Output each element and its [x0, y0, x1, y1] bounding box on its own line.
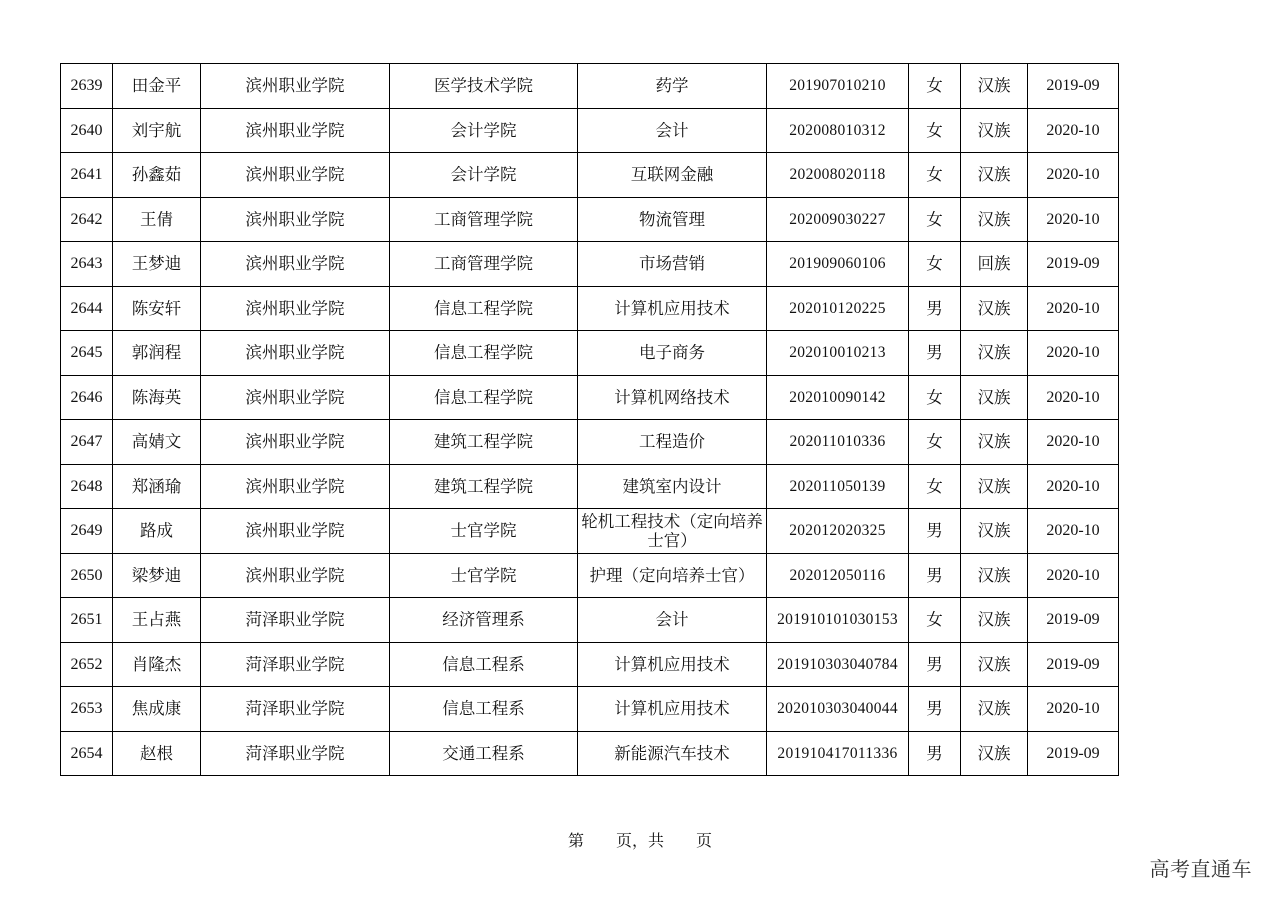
row-number-cell: 2646	[61, 375, 113, 420]
college-cell: 建筑工程学院	[390, 464, 578, 509]
ethnicity-cell: 汉族	[961, 420, 1028, 465]
college-cell: 医学技术学院	[390, 64, 578, 109]
enrollment-date-cell: 2020-10	[1028, 687, 1119, 732]
table-row	[61, 642, 1119, 687]
enrollment-date-cell: 2020-10	[1028, 108, 1119, 153]
gender-cell: 男	[909, 687, 961, 732]
name-cell: 郭润程	[113, 331, 201, 376]
name-cell: 梁梦迪	[113, 553, 201, 598]
school-cell: 滨州职业学院	[201, 420, 390, 465]
ethnicity-cell: 汉族	[961, 464, 1028, 509]
name-cell: 王占燕	[113, 598, 201, 643]
college-cell: 信息工程系	[390, 687, 578, 732]
college-cell: 交通工程系	[390, 731, 578, 776]
major-cell: 电子商务	[578, 331, 767, 376]
ethnicity-cell: 汉族	[961, 731, 1028, 776]
ethnicity-cell: 汉族	[961, 64, 1028, 109]
school-cell: 菏泽职业学院	[201, 598, 390, 643]
college-cell: 士官学院	[390, 509, 578, 554]
enrollment-date-cell: 2020-10	[1028, 153, 1119, 198]
row-number-cell: 2651	[61, 598, 113, 643]
gender-cell: 女	[909, 420, 961, 465]
student-id-cell: 202010303040044	[767, 687, 909, 732]
major-cell: 计算机网络技术	[578, 375, 767, 420]
ethnicity-cell: 汉族	[961, 598, 1028, 643]
name-cell: 王梦迪	[113, 242, 201, 287]
major-cell: 计算机应用技术	[578, 687, 767, 732]
name-cell: 孙鑫茹	[113, 153, 201, 198]
table-row	[61, 64, 1119, 109]
name-cell: 陈海英	[113, 375, 201, 420]
name-cell: 田金平	[113, 64, 201, 109]
gender-cell: 男	[909, 731, 961, 776]
row-number-cell: 2639	[61, 64, 113, 109]
student-id-cell: 202011050139	[767, 464, 909, 509]
college-cell: 信息工程系	[390, 642, 578, 687]
table-row	[61, 331, 1119, 376]
name-cell: 郑涵瑜	[113, 464, 201, 509]
college-cell: 工商管理学院	[390, 197, 578, 242]
enrollment-date-cell: 2020-10	[1028, 286, 1119, 331]
school-cell: 滨州职业学院	[201, 64, 390, 109]
school-cell: 滨州职业学院	[201, 108, 390, 153]
gender-cell: 男	[909, 553, 961, 598]
enrollment-date-cell: 2019-09	[1028, 242, 1119, 287]
student-table	[60, 63, 1119, 776]
major-cell: 新能源汽车技术	[578, 731, 767, 776]
row-number-cell: 2644	[61, 286, 113, 331]
enrollment-date-cell: 2020-10	[1028, 375, 1119, 420]
enrollment-date-cell: 2019-09	[1028, 731, 1119, 776]
major-cell: 药学	[578, 64, 767, 109]
school-cell: 滨州职业学院	[201, 331, 390, 376]
ethnicity-cell: 汉族	[961, 286, 1028, 331]
name-cell: 陈安轩	[113, 286, 201, 331]
college-cell: 建筑工程学院	[390, 420, 578, 465]
table-row	[61, 553, 1119, 598]
gender-cell: 男	[909, 331, 961, 376]
school-cell: 滨州职业学院	[201, 375, 390, 420]
enrollment-date-cell: 2019-09	[1028, 64, 1119, 109]
ethnicity-cell: 汉族	[961, 197, 1028, 242]
major-cell: 建筑室内设计	[578, 464, 767, 509]
page-footer	[0, 828, 1280, 851]
school-cell: 菏泽职业学院	[201, 642, 390, 687]
page-number-text: 第 页，共 页	[567, 831, 712, 850]
school-cell: 滨州职业学院	[201, 153, 390, 198]
name-cell: 高婧文	[113, 420, 201, 465]
school-cell: 滨州职业学院	[201, 242, 390, 287]
gender-cell: 男	[909, 286, 961, 331]
row-number-cell: 2650	[61, 553, 113, 598]
enrollment-date-cell: 2020-10	[1028, 197, 1119, 242]
table-body	[61, 64, 1119, 776]
student-id-cell: 202009030227	[767, 197, 909, 242]
name-cell: 焦成康	[113, 687, 201, 732]
row-number-cell: 2653	[61, 687, 113, 732]
ethnicity-cell: 汉族	[961, 331, 1028, 376]
student-id-cell: 202011010336	[767, 420, 909, 465]
gender-cell: 女	[909, 108, 961, 153]
major-cell: 互联网金融	[578, 153, 767, 198]
student-id-cell: 202012020325	[767, 509, 909, 554]
gender-cell: 男	[909, 642, 961, 687]
major-cell: 会计	[578, 598, 767, 643]
student-id-cell: 202010090142	[767, 375, 909, 420]
student-id-cell: 201910303040784	[767, 642, 909, 687]
gender-cell: 男	[909, 509, 961, 554]
enrollment-date-cell: 2019-09	[1028, 642, 1119, 687]
major-cell: 物流管理	[578, 197, 767, 242]
ethnicity-cell: 汉族	[961, 375, 1028, 420]
student-id-cell: 201907010210	[767, 64, 909, 109]
name-cell: 刘宇航	[113, 108, 201, 153]
college-cell: 经济管理系	[390, 598, 578, 643]
table-row	[61, 464, 1119, 509]
enrollment-date-cell: 2020-10	[1028, 420, 1119, 465]
table-row	[61, 375, 1119, 420]
school-cell: 菏泽职业学院	[201, 731, 390, 776]
college-cell: 信息工程学院	[390, 286, 578, 331]
name-cell: 王倩	[113, 197, 201, 242]
college-cell: 工商管理学院	[390, 242, 578, 287]
row-number-cell: 2641	[61, 153, 113, 198]
table-row	[61, 108, 1119, 153]
major-cell: 计算机应用技术	[578, 286, 767, 331]
ethnicity-cell: 汉族	[961, 687, 1028, 732]
ethnicity-cell: 回族	[961, 242, 1028, 287]
row-number-cell: 2649	[61, 509, 113, 554]
gender-cell: 女	[909, 598, 961, 643]
row-number-cell: 2647	[61, 420, 113, 465]
major-cell: 轮机工程技术（定向培养士官）	[578, 509, 767, 554]
name-cell: 肖隆杰	[113, 642, 201, 687]
name-cell: 路成	[113, 509, 201, 554]
school-cell: 滨州职业学院	[201, 197, 390, 242]
enrollment-date-cell: 2020-10	[1028, 553, 1119, 598]
gender-cell: 女	[909, 197, 961, 242]
enrollment-date-cell: 2020-10	[1028, 331, 1119, 376]
school-cell: 滨州职业学院	[201, 509, 390, 554]
school-cell: 滨州职业学院	[201, 553, 390, 598]
ethnicity-cell: 汉族	[961, 553, 1028, 598]
major-cell: 工程造价	[578, 420, 767, 465]
table-row	[61, 286, 1119, 331]
college-cell: 信息工程学院	[390, 331, 578, 376]
table-row	[61, 197, 1119, 242]
table-row	[61, 731, 1119, 776]
student-id-cell: 201909060106	[767, 242, 909, 287]
college-cell: 会计学院	[390, 153, 578, 198]
major-cell: 护理（定向培养士官）	[578, 553, 767, 598]
ethnicity-cell: 汉族	[961, 108, 1028, 153]
gender-cell: 女	[909, 464, 961, 509]
school-cell: 菏泽职业学院	[201, 687, 390, 732]
gender-cell: 女	[909, 242, 961, 287]
enrollment-date-cell: 2020-10	[1028, 509, 1119, 554]
row-number-cell: 2648	[61, 464, 113, 509]
school-cell: 滨州职业学院	[201, 286, 390, 331]
ethnicity-cell: 汉族	[961, 509, 1028, 554]
gender-cell: 女	[909, 153, 961, 198]
college-cell: 会计学院	[390, 108, 578, 153]
ethnicity-cell: 汉族	[961, 642, 1028, 687]
major-cell: 市场营销	[578, 242, 767, 287]
table-row	[61, 420, 1119, 465]
row-number-cell: 2652	[61, 642, 113, 687]
table-row	[61, 153, 1119, 198]
student-id-cell: 202010120225	[767, 286, 909, 331]
table-row	[61, 242, 1119, 287]
college-cell: 信息工程学院	[390, 375, 578, 420]
gender-cell: 女	[909, 375, 961, 420]
gender-cell: 女	[909, 64, 961, 109]
student-id-cell: 202012050116	[767, 553, 909, 598]
table-row	[61, 509, 1119, 554]
student-id-cell: 202010010213	[767, 331, 909, 376]
student-id-cell: 202008020118	[767, 153, 909, 198]
watermark-logo: 高考直通车	[1149, 857, 1252, 881]
row-number-cell: 2642	[61, 197, 113, 242]
row-number-cell: 2640	[61, 108, 113, 153]
table-row	[61, 687, 1119, 732]
student-id-cell: 202008010312	[767, 108, 909, 153]
ethnicity-cell: 汉族	[961, 153, 1028, 198]
table-row	[61, 598, 1119, 643]
student-id-cell: 201910417011336	[767, 731, 909, 776]
college-cell: 士官学院	[390, 553, 578, 598]
major-cell: 会计	[578, 108, 767, 153]
row-number-cell: 2645	[61, 331, 113, 376]
major-cell: 计算机应用技术	[578, 642, 767, 687]
school-cell: 滨州职业学院	[201, 464, 390, 509]
name-cell: 赵根	[113, 731, 201, 776]
row-number-cell: 2654	[61, 731, 113, 776]
student-id-cell: 2019101010301​53	[767, 598, 909, 643]
enrollment-date-cell: 2020-10	[1028, 464, 1119, 509]
enrollment-date-cell: 2019-09	[1028, 598, 1119, 643]
row-number-cell: 2643	[61, 242, 113, 287]
